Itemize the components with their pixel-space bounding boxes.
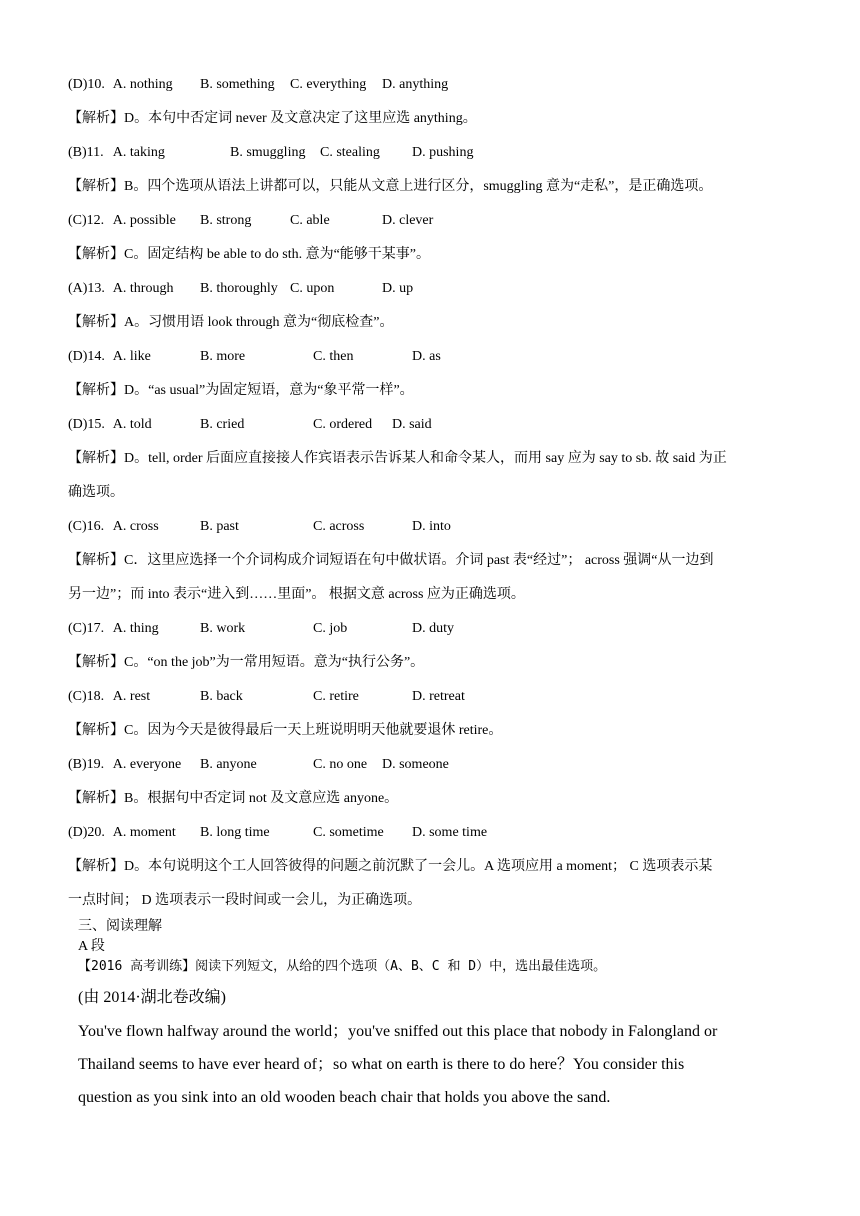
option-a: A. everyone — [112, 757, 182, 772]
option-d: D. clever — [382, 213, 434, 228]
option-d: D. anything — [382, 77, 449, 92]
option-c: C. across — [313, 519, 365, 534]
option-b: B. something — [200, 77, 275, 92]
analysis-text: 【解析】C。固定结构 be able to do sth. 意为“能够干某事”。 — [68, 247, 431, 262]
question-number: (B)11. — [68, 145, 104, 160]
option-c: C. retire — [313, 689, 359, 704]
option-b: B. cried — [200, 417, 245, 432]
option-c: C. then — [313, 349, 354, 364]
option-d: D. as — [412, 349, 441, 364]
option-b: B. thoroughly — [200, 281, 278, 296]
question-number: (D)20. — [68, 825, 105, 840]
option-a: A. rest — [112, 689, 151, 704]
option-b: B. smuggling — [230, 145, 306, 160]
option-a: A. moment — [112, 825, 176, 840]
analysis-text: 一点时间； D 选项表示一段时间或一会儿，为正确选项。 — [68, 893, 422, 908]
question-number: (C)16. — [68, 519, 105, 534]
question-number: (A)13. — [68, 281, 105, 296]
analysis-text: 【解析】A。习惯用语 look through 意为“彻底检查”。 — [68, 315, 394, 330]
analysis-text: 【解析】D。本句中否定词 never 及文意决定了这里应选 anything。 — [68, 111, 477, 126]
analysis-text: 【解析】D。“as usual”为固定短语，意为“象平常一样”。 — [68, 383, 414, 398]
passage-line: You've flown halfway around the world；you've sniffed out this place that nobody in Falongland or — [78, 1023, 718, 1040]
option-c: C. everything — [290, 77, 367, 92]
question-number: (D)10. — [68, 77, 105, 92]
analysis-text: 【解析】B。四个选项从语法上讲都可以，只能从文意上进行区分，smuggling 意为“走私”，是正确选项。 — [68, 179, 713, 194]
option-d: D. retreat — [412, 689, 465, 704]
question-number: (D)15. — [68, 417, 105, 432]
analysis-text: 【解析】C．这里应选择一个介词构成介词短语在句中做状语。介词 past 表“经过”； across 强调“从一边到 — [68, 553, 714, 568]
option-a: A. like — [112, 349, 151, 364]
option-b: B. anyone — [200, 757, 257, 772]
option-a: A. possible — [112, 213, 176, 228]
option-d: D. into — [412, 519, 451, 534]
option-b: B. long time — [200, 825, 270, 840]
analysis-text: 【解析】C。因为今天是彼得最后一天上班说明明天他就要退休 retire。 — [68, 723, 503, 738]
section-part: A 段 — [78, 939, 105, 954]
option-a: A. told — [112, 417, 152, 432]
option-c: C. stealing — [320, 145, 380, 160]
option-a: A. through — [112, 281, 174, 296]
analysis-text: 【解析】B。根据句中否定词 not 及文意应选 anyone。 — [68, 791, 399, 806]
question-number: (D)14. — [68, 349, 105, 364]
analysis-text: 另一边”；而 into 表示“进入到……里面”。 根据文意 across 应为正确选项。 — [68, 587, 525, 602]
option-a: A. nothing — [112, 77, 173, 92]
option-b: B. back — [200, 689, 243, 704]
section-instruction: 【2016 高考训练】阅读下列短文，从给的四个选项（A、B、C 和 D）中，选出最佳选项。 — [78, 959, 607, 974]
section-heading: 三、阅读理解 — [78, 919, 162, 934]
option-d: D. duty — [412, 621, 454, 636]
option-a: A. cross — [112, 519, 159, 534]
question-number: (C)12. — [68, 213, 105, 228]
option-d: D. some time — [412, 825, 488, 840]
question-number: (B)19. — [68, 757, 105, 772]
option-c: C. job — [313, 621, 348, 636]
option-c: C. no one — [313, 757, 368, 772]
option-a: A. taking — [112, 145, 165, 160]
analysis-text: 【解析】C。“on the job”为一常用短语。意为“执行公务”。 — [68, 655, 425, 670]
option-c: C. sometime — [313, 825, 384, 840]
option-c: C. upon — [290, 281, 335, 296]
option-d: D. up — [382, 281, 414, 296]
question-number: (C)18. — [68, 689, 105, 704]
option-b: B. more — [200, 349, 246, 364]
option-b: B. past — [200, 519, 239, 534]
option-d: D. pushing — [412, 145, 474, 160]
passage-line: Thailand seems to have ever heard of；so what on earth is there to do here？You consider this — [78, 1056, 685, 1073]
analysis-text: 确选项。 — [68, 485, 124, 500]
option-a: A. thing — [112, 621, 159, 636]
option-b: B. strong — [200, 213, 252, 228]
option-b: B. work — [200, 621, 246, 636]
analysis-text: 【解析】D。tell, order 后面应直接接人作宾语表示告诉某人和命令某人，而用 say 应为 say to sb. 故 said 为正 — [68, 451, 727, 466]
passage-line: question as you sink into an old wooden beach chair that holds you above the sand. — [78, 1089, 611, 1106]
option-c: C. ordered — [313, 417, 373, 432]
option-d: D. said — [392, 417, 432, 432]
analysis-text: 【解析】D。本句说明这个工人回答彼得的问题之前沉默了一会儿。A 选项应用 a moment； C 选项表示某 — [68, 859, 713, 874]
question-number: (C)17. — [68, 621, 105, 636]
option-d: D. someone — [382, 757, 449, 772]
section-source: (由 2014·湖北卷改编) — [78, 989, 226, 1006]
option-c: C. able — [290, 213, 330, 228]
